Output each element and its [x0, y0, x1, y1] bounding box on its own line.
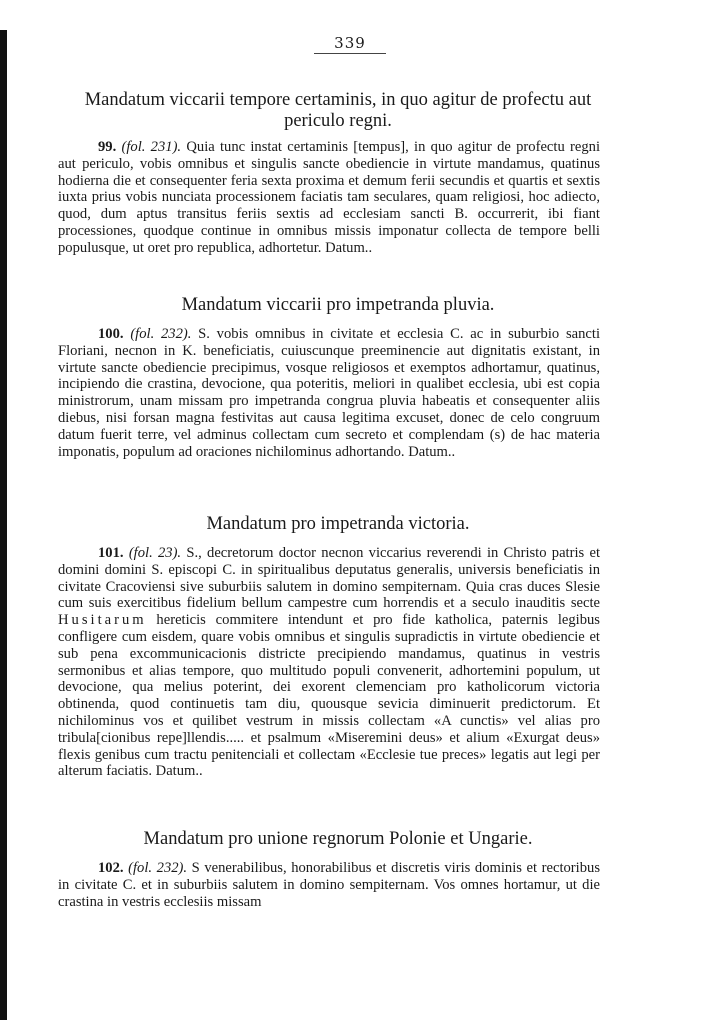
folio-reference: (fol. 232).: [130, 326, 192, 342]
folio-reference: (fol. 232).: [128, 860, 188, 876]
section-paragraph-101: [58, 545, 600, 780]
section-heading-99: Mandatum viccarii tempore certaminis, in quo agitur de profectu aut periculo regni.: [84, 90, 592, 131]
folio-reference: (fol. 23).: [128, 545, 182, 561]
section-paragraph-99: [58, 139, 600, 257]
paragraph-text: S. vobis omnibus in civitate et ecclesia C. ac in suburbio sancti Floriani, necnon in K. beneficiatis, cuiuscunque preeminencie aut dignitatis existant, in virtute sancte obediencie precipimus, vosque religiosos et exemptos adhortamur, quatinus, incipiendo die crastina, devocione, qua poteritis, meliori in qualibet ecclesia, ubi est copia ministrorum, unam missam pro impetranda congrua pluvia habeatis et consequenter aliis diebus, nisi forsan magna festivitas aut causa legitima excuset, donec de celo congruum datum fuerit terre, vel adminus collectam cum secreto et complendam (s) de hac materia imponatis, populum ad oraciones nichilominus adhortando. Datum..: [58, 326, 600, 460]
page-number-block: [58, 34, 618, 54]
paragraph-text: S., decretorum doctor necnon viccarius reverendi in Christo patris et domini domini S. episcopi C. in spiritualibus deputatus generalis, universis beneficiatis in civitate Cracoviensi sive suburbiis salutem in domino sempiternam. Quia cras duces Slesie cum suis exercitibus fidelium bellum campestre cum horrendis et a seculo inauditis secte: [58, 545, 600, 612]
paragraph-text: S venerabilibus, honorabilibus et discretis viris dominis et rectoribus in civitate C. et in suburbiis salutem in domino sempiternam. Vos omnes hortamur, ut die crastina in vestris ecclesiis missam: [58, 860, 600, 910]
document-number: 99.: [98, 139, 117, 155]
document-number: 100.: [98, 326, 124, 342]
document-number: 102.: [98, 860, 124, 876]
page-number: 339: [334, 34, 366, 52]
section-paragraph-102: [58, 860, 600, 910]
document-number: 101.: [98, 545, 124, 561]
section-paragraph-100: [58, 326, 600, 460]
paragraph-text: Quia tunc instat certaminis [tempus], in quo agitur de profectu regni aut periculo, vobis omnibus et singulis sancte obediencie in virtute mandamus, quatinus hodierna die et consequenter feria sexta proxima et demum ferii secundis et quartis et sextis iuxta prius vobis nunciata processionem faciatis tam seculares, quam religiosi, hoc adiecto, quod, dum aptus transitus feriis sextis ad ecclesiam sancti B. occurrerit, ibi fiant processiones, quodque continue in omnibus missis imponatur collecta de tempore belli populusque, ut oret pro republica, adhortetur. Datum..: [58, 139, 600, 256]
page-number-rule: [314, 53, 386, 54]
section-heading-101: Mandatum pro impetranda victoria.: [206, 514, 470, 534]
document-page: [58, 34, 618, 910]
scan-edge: [0, 30, 7, 1020]
folio-reference: (fol. 231).: [121, 139, 182, 155]
section-heading-100: Mandatum viccarii pro impetranda pluvia.: [181, 295, 495, 315]
paragraph-text-continued: hereticis commitere intendunt et pro fide katholica, paternis legibus confligere cum eisdem, quare vobis omnibus et singulis supradictis in virtute obediencie et sub pena excommunicacionis districte precipiendo mandamus, quatinus in vestris sermonibus et alias tempore, quo multitudo populi convenerit, adhortemini populum, ut devocione, qua melius poterint, dei exorent clemenciam pro katholicorum victoria obtinenda, quod continuetis tam diu, quousque sevicia diminuerit predictorum. Et nichilominus vos et quilibet vestrum in missis collectam «A cunctis» vel alias pro tribula[cionibus repe]llendis..... et psalmum «Miseremini deus» et alium «Exurgat deus» flexis genibus cum tractu penitenciali et collectam «Ecclesie tue preces» legatis aut legi per alterum faciatis. Datum..: [58, 612, 600, 780]
section-heading-102: Mandatum pro unione regnorum Polonie et Ungarie.: [143, 829, 533, 849]
spaced-word: Husitarum: [58, 612, 147, 629]
